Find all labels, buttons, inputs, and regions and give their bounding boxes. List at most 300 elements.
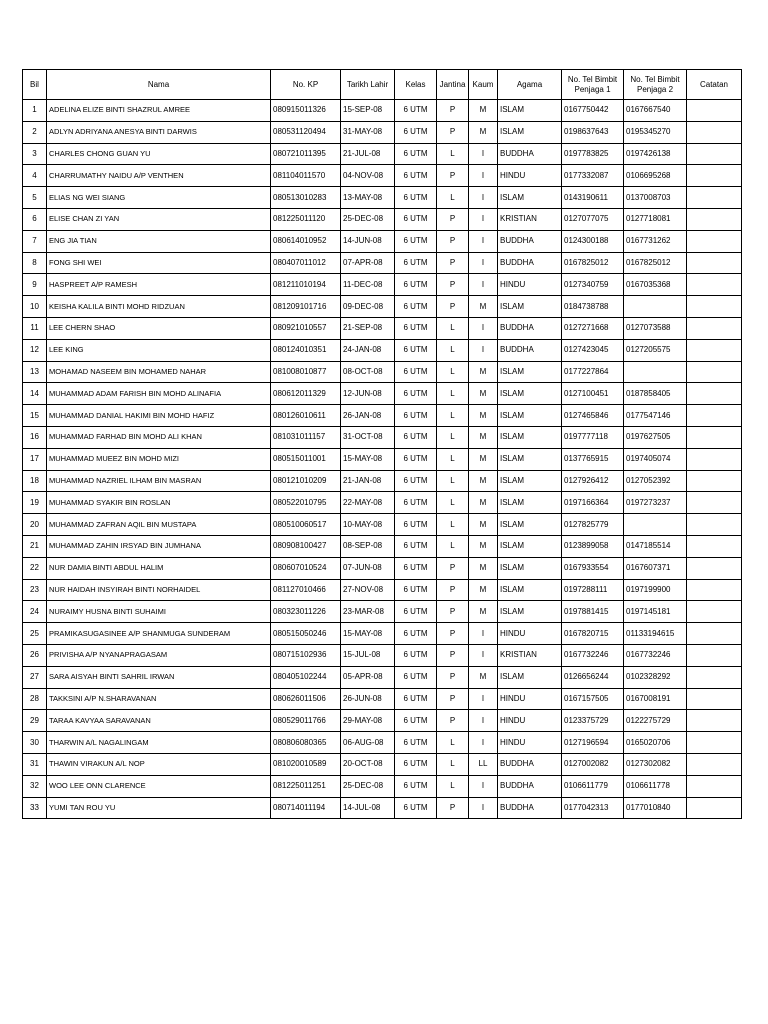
cell-tel-penjaga-1: 0127196594: [562, 732, 624, 754]
cell-tarikh-lahir: 31-MAY-08: [341, 121, 395, 143]
table-row: [23, 405, 742, 427]
cell-tel-penjaga-2: 0167008191: [624, 688, 687, 710]
cell-tel-penjaga-2: 0197199900: [624, 579, 687, 601]
cell-bil: 1: [23, 100, 47, 122]
cell-agama: ISLAM: [498, 426, 562, 448]
header-bil: Bil: [23, 70, 47, 100]
table-row: [23, 666, 742, 688]
cell-bil: 14: [23, 383, 47, 405]
cell-bil: 2: [23, 121, 47, 143]
cell-nama: MUHAMMAD ADAM FARISH BIN MOHD ALINAFIA: [47, 383, 271, 405]
cell-jantina: L: [437, 775, 469, 797]
cell-catatan: [687, 470, 742, 492]
cell-kelas: 6 UTM: [395, 732, 437, 754]
cell-kaum: M: [469, 426, 498, 448]
cell-catatan: [687, 535, 742, 557]
cell-kelas: 6 UTM: [395, 623, 437, 645]
cell-catatan: [687, 666, 742, 688]
table-row: [23, 100, 742, 122]
cell-bil: 8: [23, 252, 47, 274]
cell-no-kp: 081225011120: [271, 208, 341, 230]
cell-kaum: I: [469, 274, 498, 296]
cell-no-kp: 080405102244: [271, 666, 341, 688]
cell-tarikh-lahir: 29-MAY-08: [341, 710, 395, 732]
cell-bil: 4: [23, 165, 47, 187]
cell-nama: ELISE CHAN ZI YAN: [47, 208, 271, 230]
cell-agama: ISLAM: [498, 187, 562, 209]
cell-tel-penjaga-2: 0195345270: [624, 121, 687, 143]
cell-no-kp: 081008010877: [271, 361, 341, 383]
cell-catatan: [687, 230, 742, 252]
cell-tarikh-lahir: 08-SEP-08: [341, 535, 395, 557]
cell-kaum: I: [469, 187, 498, 209]
cell-nama: MUHAMMAD SYAKIR BIN ROSLAN: [47, 492, 271, 514]
cell-no-kp: 080915011326: [271, 100, 341, 122]
cell-kelas: 6 UTM: [395, 143, 437, 165]
cell-bil: 30: [23, 732, 47, 754]
cell-kaum: I: [469, 797, 498, 819]
cell-tel-penjaga-2: 0167731262: [624, 230, 687, 252]
cell-jantina: L: [437, 732, 469, 754]
cell-no-kp: 080510060517: [271, 514, 341, 536]
cell-kelas: 6 UTM: [395, 775, 437, 797]
cell-agama: ISLAM: [498, 448, 562, 470]
cell-bil: 33: [23, 797, 47, 819]
cell-catatan: [687, 688, 742, 710]
cell-tel-penjaga-2: 0197426138: [624, 143, 687, 165]
cell-tel-penjaga-2: 0167667540: [624, 100, 687, 122]
cell-catatan: [687, 405, 742, 427]
cell-jantina: L: [437, 361, 469, 383]
cell-kelas: 6 UTM: [395, 252, 437, 274]
cell-kaum: I: [469, 252, 498, 274]
cell-kelas: 6 UTM: [395, 100, 437, 122]
cell-no-kp: 080715102936: [271, 644, 341, 666]
cell-kaum: I: [469, 732, 498, 754]
cell-no-kp: 080529011766: [271, 710, 341, 732]
cell-tarikh-lahir: 12-JUN-08: [341, 383, 395, 405]
cell-tel-penjaga-2: 0137008703: [624, 187, 687, 209]
table-row: [23, 775, 742, 797]
table-row: [23, 535, 742, 557]
cell-agama: ISLAM: [498, 492, 562, 514]
cell-no-kp: 080612011329: [271, 383, 341, 405]
cell-tel-penjaga-1: 0167732246: [562, 644, 624, 666]
cell-nama: TAKKSINI A/P N.SHARAVANAN: [47, 688, 271, 710]
cell-tarikh-lahir: 13-MAY-08: [341, 187, 395, 209]
cell-nama: ELIAS NG WEI SIANG: [47, 187, 271, 209]
cell-jantina: L: [437, 317, 469, 339]
cell-kelas: 6 UTM: [395, 165, 437, 187]
table-row: [23, 448, 742, 470]
cell-agama: HINDU: [498, 274, 562, 296]
table-row: [23, 623, 742, 645]
cell-no-kp: 080531120494: [271, 121, 341, 143]
cell-tarikh-lahir: 07-APR-08: [341, 252, 395, 274]
cell-bil: 13: [23, 361, 47, 383]
cell-agama: HINDU: [498, 710, 562, 732]
header-agama: Agama: [498, 70, 562, 100]
cell-tel-penjaga-1: 0123899058: [562, 535, 624, 557]
cell-no-kp: 080921010557: [271, 317, 341, 339]
cell-bil: 10: [23, 296, 47, 318]
cell-tel-penjaga-1: 0167933554: [562, 557, 624, 579]
cell-bil: 7: [23, 230, 47, 252]
cell-tel-penjaga-2: 0177010840: [624, 797, 687, 819]
cell-tel-penjaga-1: 0167750442: [562, 100, 624, 122]
cell-tarikh-lahir: 25-DEC-08: [341, 775, 395, 797]
cell-tel-penjaga-2: 0127205575: [624, 339, 687, 361]
cell-tel-penjaga-2: 0106611778: [624, 775, 687, 797]
cell-catatan: [687, 100, 742, 122]
cell-nama: HASPREET A/P RAMESH: [47, 274, 271, 296]
cell-nama: LEE KING: [47, 339, 271, 361]
cell-tarikh-lahir: 26-JAN-08: [341, 405, 395, 427]
table-row: [23, 143, 742, 165]
cell-agama: ISLAM: [498, 514, 562, 536]
cell-tel-penjaga-1: 0127271668: [562, 317, 624, 339]
cell-nama: MOHAMAD NASEEM BIN MOHAMED NAHAR: [47, 361, 271, 383]
cell-jantina: P: [437, 710, 469, 732]
cell-bil: 32: [23, 775, 47, 797]
cell-tel-penjaga-2: 0187858405: [624, 383, 687, 405]
cell-nama: NUR HAIDAH INSYIRAH BINTI NORHAIDEL: [47, 579, 271, 601]
cell-kaum: M: [469, 492, 498, 514]
cell-kelas: 6 UTM: [395, 688, 437, 710]
cell-kelas: 6 UTM: [395, 448, 437, 470]
cell-agama: BUDDHA: [498, 143, 562, 165]
cell-catatan: [687, 514, 742, 536]
cell-tel-penjaga-1: 0123375729: [562, 710, 624, 732]
table-row: [23, 187, 742, 209]
cell-no-kp: 080407011012: [271, 252, 341, 274]
cell-agama: ISLAM: [498, 557, 562, 579]
cell-tel-penjaga-2: 0167607371: [624, 557, 687, 579]
cell-agama: ISLAM: [498, 100, 562, 122]
cell-tarikh-lahir: 14-JUN-08: [341, 230, 395, 252]
cell-jantina: L: [437, 383, 469, 405]
cell-catatan: [687, 579, 742, 601]
cell-tel-penjaga-1: 0167157505: [562, 688, 624, 710]
cell-nama: THAWIN VIRAKUN A/L NOP: [47, 753, 271, 775]
cell-agama: ISLAM: [498, 405, 562, 427]
cell-kelas: 6 UTM: [395, 274, 437, 296]
cell-kaum: I: [469, 710, 498, 732]
cell-kelas: 6 UTM: [395, 797, 437, 819]
cell-catatan: [687, 317, 742, 339]
cell-no-kp: 081127010466: [271, 579, 341, 601]
cell-kaum: M: [469, 535, 498, 557]
cell-kaum: I: [469, 208, 498, 230]
cell-kelas: 6 UTM: [395, 644, 437, 666]
cell-jantina: P: [437, 797, 469, 819]
cell-kelas: 6 UTM: [395, 187, 437, 209]
cell-no-kp: 081104011570: [271, 165, 341, 187]
cell-catatan: [687, 601, 742, 623]
cell-kaum: M: [469, 121, 498, 143]
cell-jantina: L: [437, 514, 469, 536]
table-row: [23, 230, 742, 252]
cell-agama: ISLAM: [498, 361, 562, 383]
cell-kelas: 6 UTM: [395, 666, 437, 688]
cell-nama: CHARRUMATHY NAIDU A/P VENTHEN: [47, 165, 271, 187]
cell-nama: ENG JIA TIAN: [47, 230, 271, 252]
cell-tarikh-lahir: 11-DEC-08: [341, 274, 395, 296]
cell-no-kp: 080515011001: [271, 448, 341, 470]
cell-agama: ISLAM: [498, 666, 562, 688]
cell-bil: 6: [23, 208, 47, 230]
cell-nama: KEISHA KALILA BINTI MOHD RIDZUAN: [47, 296, 271, 318]
cell-kaum: M: [469, 296, 498, 318]
cell-kaum: I: [469, 165, 498, 187]
cell-nama: WOO LEE ONN CLARENCE: [47, 775, 271, 797]
cell-tarikh-lahir: 14-JUL-08: [341, 797, 395, 819]
table-row: [23, 121, 742, 143]
cell-bil: 5: [23, 187, 47, 209]
cell-tarikh-lahir: 06-AUG-08: [341, 732, 395, 754]
cell-bil: 18: [23, 470, 47, 492]
cell-no-kp: 080515050246: [271, 623, 341, 645]
cell-kelas: 6 UTM: [395, 208, 437, 230]
cell-no-kp: 081211010194: [271, 274, 341, 296]
cell-tel-penjaga-2: 0167732246: [624, 644, 687, 666]
cell-jantina: L: [437, 187, 469, 209]
cell-jantina: L: [437, 143, 469, 165]
cell-bil: 20: [23, 514, 47, 536]
cell-kelas: 6 UTM: [395, 405, 437, 427]
cell-nama: MUHAMMAD ZAFRAN AQIL BIN MUSTAPA: [47, 514, 271, 536]
cell-agama: BUDDHA: [498, 339, 562, 361]
table-row: [23, 361, 742, 383]
cell-no-kp: 080626011506: [271, 688, 341, 710]
cell-tel-penjaga-1: 0197288111: [562, 579, 624, 601]
cell-tarikh-lahir: 09-DEC-08: [341, 296, 395, 318]
cell-jantina: P: [437, 557, 469, 579]
cell-nama: THARWIN A/L NAGALINGAM: [47, 732, 271, 754]
cell-jantina: P: [437, 688, 469, 710]
cell-kaum: I: [469, 688, 498, 710]
cell-kaum: LL: [469, 753, 498, 775]
cell-catatan: [687, 383, 742, 405]
cell-jantina: P: [437, 252, 469, 274]
cell-jantina: L: [437, 492, 469, 514]
cell-kelas: 6 UTM: [395, 383, 437, 405]
cell-kelas: 6 UTM: [395, 470, 437, 492]
cell-kaum: M: [469, 557, 498, 579]
cell-catatan: [687, 208, 742, 230]
cell-agama: BUDDHA: [498, 230, 562, 252]
cell-no-kp: 080806080365: [271, 732, 341, 754]
table-row: [23, 274, 742, 296]
cell-kelas: 6 UTM: [395, 514, 437, 536]
cell-nama: YUMI TAN ROU YU: [47, 797, 271, 819]
cell-tarikh-lahir: 04-NOV-08: [341, 165, 395, 187]
cell-catatan: [687, 775, 742, 797]
cell-catatan: [687, 426, 742, 448]
cell-catatan: [687, 121, 742, 143]
cell-no-kp: 080513010283: [271, 187, 341, 209]
cell-catatan: [687, 492, 742, 514]
cell-jantina: P: [437, 165, 469, 187]
table-row: [23, 710, 742, 732]
table-row: [23, 492, 742, 514]
table-row: [23, 165, 742, 187]
cell-tel-penjaga-2: 0147185514: [624, 535, 687, 557]
cell-catatan: [687, 644, 742, 666]
cell-kelas: 6 UTM: [395, 557, 437, 579]
student-list-table: [22, 69, 742, 819]
cell-kaum: M: [469, 100, 498, 122]
cell-tel-penjaga-1: 0197783825: [562, 143, 624, 165]
cell-tel-penjaga-1: 0198637643: [562, 121, 624, 143]
cell-catatan: [687, 339, 742, 361]
cell-tel-penjaga-1: 0124300188: [562, 230, 624, 252]
table-row: [23, 296, 742, 318]
cell-kelas: 6 UTM: [395, 710, 437, 732]
cell-kelas: 6 UTM: [395, 339, 437, 361]
cell-tel-penjaga-2: 0127073588: [624, 317, 687, 339]
cell-kaum: I: [469, 317, 498, 339]
cell-kelas: 6 UTM: [395, 579, 437, 601]
table-row: [23, 644, 742, 666]
header-catatan: Catatan: [687, 70, 742, 100]
cell-tarikh-lahir: 27-NOV-08: [341, 579, 395, 601]
cell-nama: FONG SHI WEI: [47, 252, 271, 274]
cell-tel-penjaga-1: 0127825779: [562, 514, 624, 536]
cell-kaum: I: [469, 623, 498, 645]
cell-agama: HINDU: [498, 732, 562, 754]
cell-tel-penjaga-1: 0177042313: [562, 797, 624, 819]
cell-bil: 27: [23, 666, 47, 688]
cell-kaum: M: [469, 514, 498, 536]
cell-kelas: 6 UTM: [395, 317, 437, 339]
cell-catatan: [687, 165, 742, 187]
header-no-kp: No. KP: [271, 70, 341, 100]
cell-catatan: [687, 732, 742, 754]
cell-agama: BUDDHA: [498, 775, 562, 797]
cell-jantina: P: [437, 623, 469, 645]
cell-jantina: L: [437, 426, 469, 448]
cell-nama: LEE CHERN SHAO: [47, 317, 271, 339]
cell-tel-penjaga-2: 0127052392: [624, 470, 687, 492]
cell-no-kp: 081209101716: [271, 296, 341, 318]
cell-nama: MUHAMMAD ZAHIN IRSYAD BIN JUMHANA: [47, 535, 271, 557]
cell-tarikh-lahir: 10-MAY-08: [341, 514, 395, 536]
cell-no-kp: 080323011226: [271, 601, 341, 623]
cell-nama: MUHAMMAD DANIAL HAKIMI BIN MOHD HAFIZ: [47, 405, 271, 427]
table-row: [23, 252, 742, 274]
cell-bil: 21: [23, 535, 47, 557]
table-row: [23, 514, 742, 536]
cell-catatan: [687, 710, 742, 732]
cell-kelas: 6 UTM: [395, 753, 437, 775]
cell-bil: 25: [23, 623, 47, 645]
cell-tel-penjaga-1: 0143190611: [562, 187, 624, 209]
cell-kaum: M: [469, 383, 498, 405]
cell-tarikh-lahir: 31-OCT-08: [341, 426, 395, 448]
cell-agama: BUDDHA: [498, 797, 562, 819]
cell-tarikh-lahir: 20-OCT-08: [341, 753, 395, 775]
cell-no-kp: 080714011194: [271, 797, 341, 819]
cell-bil: 28: [23, 688, 47, 710]
cell-tel-penjaga-1: 0127926412: [562, 470, 624, 492]
cell-nama: ADELINA ELIZE BINTI SHAZRUL AMREE: [47, 100, 271, 122]
cell-kaum: I: [469, 775, 498, 797]
cell-tel-penjaga-2: 0122275729: [624, 710, 687, 732]
cell-jantina: P: [437, 666, 469, 688]
cell-tel-penjaga-1: 0127077075: [562, 208, 624, 230]
cell-tel-penjaga-1: 0127423045: [562, 339, 624, 361]
cell-kelas: 6 UTM: [395, 492, 437, 514]
cell-catatan: [687, 274, 742, 296]
cell-agama: BUDDHA: [498, 317, 562, 339]
cell-tarikh-lahir: 26-JUN-08: [341, 688, 395, 710]
cell-agama: ISLAM: [498, 579, 562, 601]
cell-kelas: 6 UTM: [395, 121, 437, 143]
cell-agama: HINDU: [498, 688, 562, 710]
cell-tarikh-lahir: 15-MAY-08: [341, 623, 395, 645]
cell-tarikh-lahir: 15-JUL-08: [341, 644, 395, 666]
header-kelas: Kelas: [395, 70, 437, 100]
cell-jantina: P: [437, 296, 469, 318]
cell-kaum: M: [469, 579, 498, 601]
cell-tel-penjaga-2: [624, 296, 687, 318]
header-row: [23, 70, 742, 100]
table-row: [23, 732, 742, 754]
cell-agama: ISLAM: [498, 535, 562, 557]
cell-tel-penjaga-1: 0197166364: [562, 492, 624, 514]
cell-tel-penjaga-1: 0177227864: [562, 361, 624, 383]
header-tarikh-lahir: Tarikh Lahir: [341, 70, 395, 100]
cell-agama: ISLAM: [498, 121, 562, 143]
cell-jantina: L: [437, 405, 469, 427]
cell-catatan: [687, 448, 742, 470]
cell-jantina: P: [437, 579, 469, 601]
cell-nama: PRAMIKASUGASINEE A/P SHANMUGA SUNDERAM: [47, 623, 271, 645]
cell-tel-penjaga-1: 0167825012: [562, 252, 624, 274]
cell-bil: 12: [23, 339, 47, 361]
cell-catatan: [687, 252, 742, 274]
cell-nama: MUHAMMAD MUEEZ BIN MOHD MIZI: [47, 448, 271, 470]
table-row: [23, 579, 742, 601]
cell-no-kp: 080124010351: [271, 339, 341, 361]
cell-kaum: M: [469, 601, 498, 623]
table-row: [23, 557, 742, 579]
cell-catatan: [687, 143, 742, 165]
cell-nama: NURAIMY HUSNA BINTI SUHAIMI: [47, 601, 271, 623]
cell-tarikh-lahir: 05-APR-08: [341, 666, 395, 688]
cell-tarikh-lahir: 22-MAY-08: [341, 492, 395, 514]
cell-tel-penjaga-2: [624, 361, 687, 383]
cell-tel-penjaga-1: 0127100451: [562, 383, 624, 405]
cell-tel-penjaga-2: 0197405074: [624, 448, 687, 470]
cell-tel-penjaga-1: 0106611779: [562, 775, 624, 797]
cell-kaum: I: [469, 339, 498, 361]
cell-catatan: [687, 296, 742, 318]
table-row: [23, 601, 742, 623]
cell-nama: MUHAMMAD FARHAD BIN MOHD ALI KHAN: [47, 426, 271, 448]
cell-bil: 3: [23, 143, 47, 165]
cell-tel-penjaga-1: 0127002082: [562, 753, 624, 775]
cell-tarikh-lahir: 21-JUL-08: [341, 143, 395, 165]
cell-nama: SARA AISYAH BINTI SAHRIL IRWAN: [47, 666, 271, 688]
cell-kelas: 6 UTM: [395, 230, 437, 252]
table-row: [23, 317, 742, 339]
cell-kaum: M: [469, 666, 498, 688]
cell-catatan: [687, 557, 742, 579]
cell-no-kp: 081020010589: [271, 753, 341, 775]
header-jantina: Jantina: [437, 70, 469, 100]
